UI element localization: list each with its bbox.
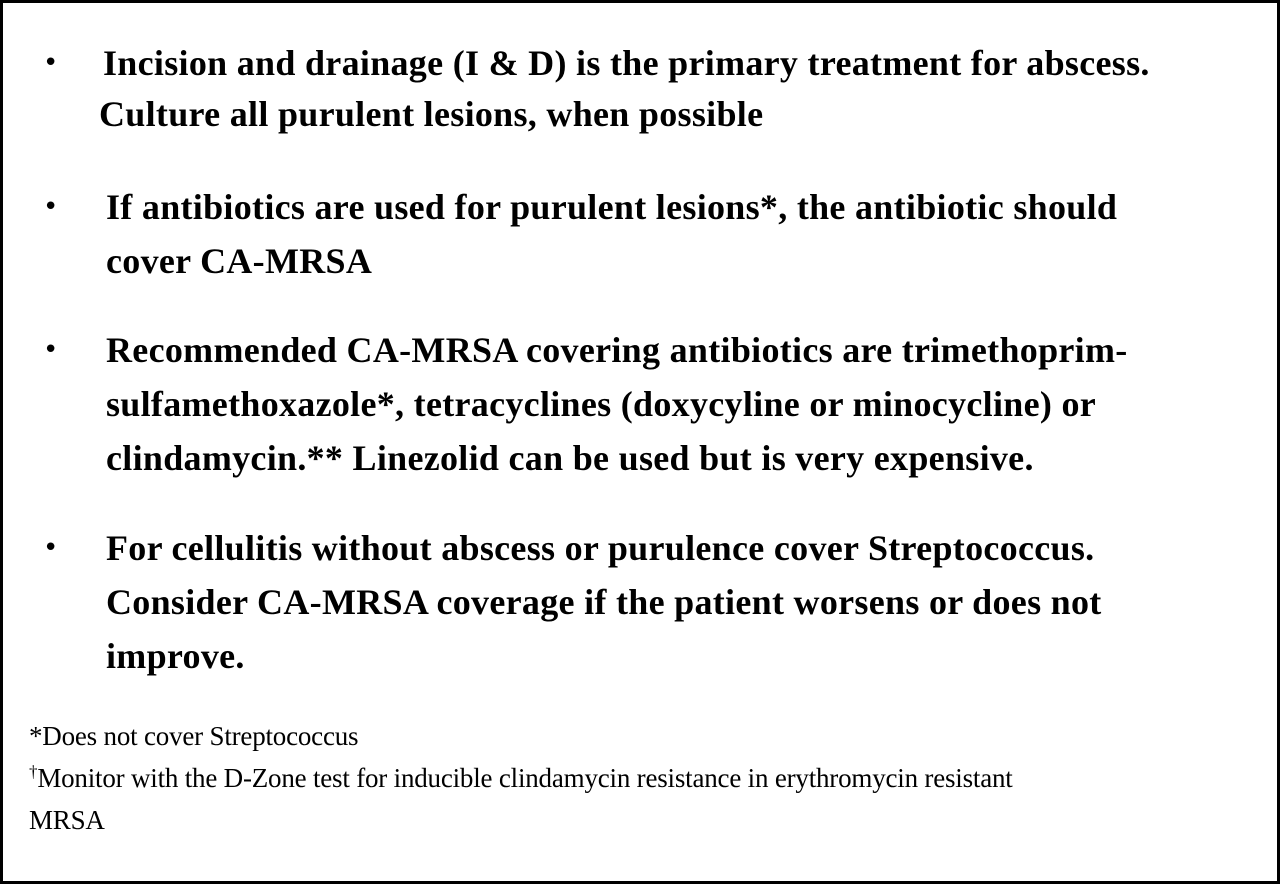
bullet-text-line: For cellulitis without abscess or purulence cover Streptococcus.: [106, 528, 1095, 568]
bullet-text-line: Consider CA-MRSA coverage if the patient worsens or does not: [106, 582, 1102, 622]
dagger-mark: †: [29, 762, 38, 781]
footnote-d-zone-text: Monitor with the D-Zone test for inducible clindamycin resistance in erythromycin resistant: [37, 763, 1013, 793]
footnotes: [29, 715, 1269, 841]
bullet-text-line: Culture all purulent lesions, when possible: [99, 94, 764, 134]
bullet-marker: •: [43, 335, 59, 365]
bullet-text-line: sulfamethoxazole*, tetracyclines (doxycyline or minocycline) or: [106, 384, 1097, 424]
footnote-streptococcus: *Does not cover Streptococcus: [29, 721, 359, 751]
bullet-text-line: improve.: [106, 636, 245, 676]
bullet-text-line: cover CA-MRSA: [106, 241, 373, 281]
bullet-text-line: Incision and drainage (I & D) is the primary treatment for abscess.: [103, 43, 1150, 83]
footnote-d-zone-continued: MRSA: [29, 805, 105, 835]
bullet-marker: •: [43, 48, 59, 78]
bullet-text-line: clindamycin.** Linezolid can be used but is very expensive.: [106, 438, 1034, 478]
footnote-d-zone: [29, 757, 1269, 799]
bullet-marker: •: [43, 533, 59, 563]
bullet-text-line: Recommended CA-MRSA covering antibiotics are trimethoprim-: [106, 330, 1128, 370]
bullet-text-line: If antibiotics are used for purulent lesions*, the antibiotic should: [106, 187, 1118, 227]
bullet-marker: •: [43, 192, 59, 222]
